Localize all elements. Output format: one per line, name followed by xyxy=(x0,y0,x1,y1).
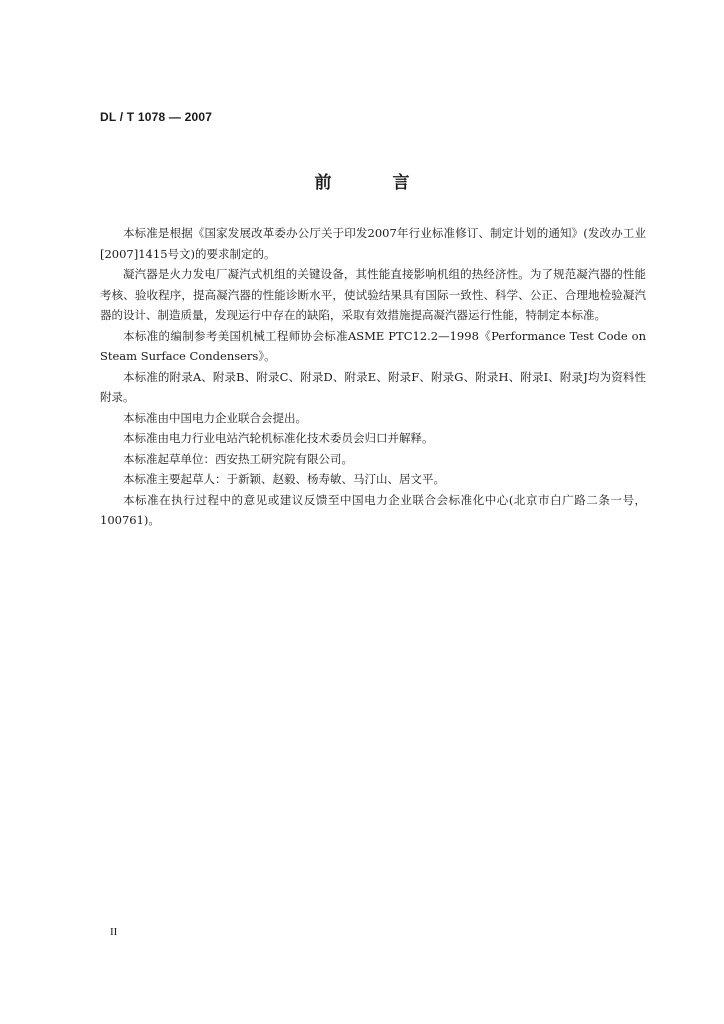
paragraph: 本标准在执行过程中的意见或建议反馈至中国电力企业联合会标准化中心(北京市白广路二条一号，100761)。 xyxy=(100,492,646,527)
paragraph: 本标准起草单位：西安热工研究院有限公司。 xyxy=(123,451,353,466)
paragraph: 本标准主要起草人：于新颖、赵毅、杨寿敏、马汀山、居文平。 xyxy=(123,472,445,486)
paragraph: 本标准是根据《国家发展改革委办公厅关于印发2007年行业标准修订、制定计划的通知》(发改办工业[2007]1415号文)的要求制定的。 xyxy=(100,226,646,261)
page-title: 前 言 xyxy=(314,173,432,193)
paragraph: 本标准由电力行业电站汽轮机标准化技术委员会归口并解释。 xyxy=(123,431,434,445)
paragraph: 凝汽器是火力发电厂凝汽式机组的关键设备，其性能直接影响机组的热经济性。为了规范凝汽器的性能考核、验收程序，提高凝汽器的性能诊断水平，使试验结果具有国际一致性、科学、公正、合理地检验凝汽器的设计、制造质量，发现运行中存在的缺陷，采取有效措施提高凝汽器运行性能，特制定本标准。 xyxy=(100,267,646,322)
paragraph: 本标准由中国电力企业联合会提出。 xyxy=(123,410,307,425)
paragraph: 本标准的编制参考美国机械工程师协会标准ASME PTC12.2—1998《Performance Test Code on Steam Surface Condensers》。 xyxy=(100,328,646,363)
page-number: II xyxy=(110,926,118,938)
paragraph: 本标准的附录A、附录B、附录C、附录D、附录E、附录F、附录G、附录H、附录I、附录J均为资料性附录。 xyxy=(100,369,646,404)
standard-code: DL / T 1078 — 2007 xyxy=(100,110,213,124)
foreword-body xyxy=(100,223,646,531)
